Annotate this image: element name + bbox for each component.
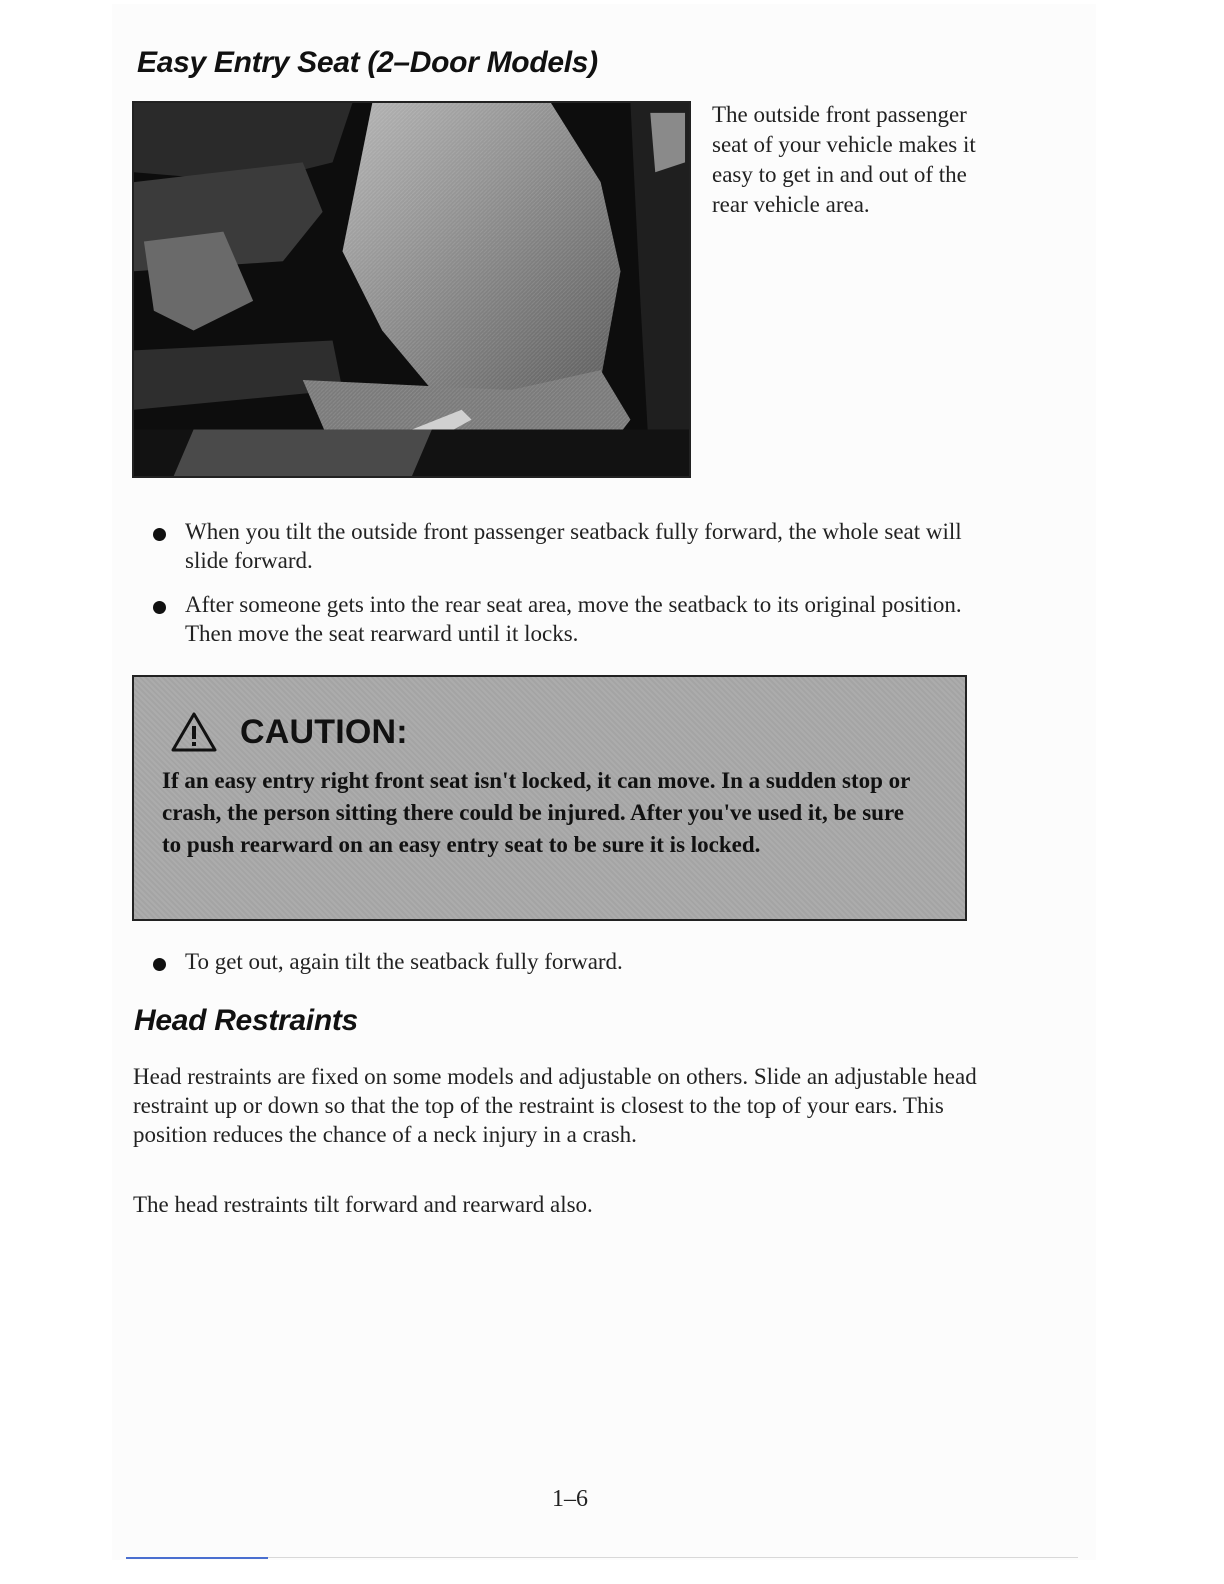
caution-header bbox=[170, 711, 408, 753]
list-item-text: After someone gets into the rear seat area, move the seatback to its original position. Then move the seat rearward until it locks. bbox=[185, 592, 962, 646]
seat-photo bbox=[132, 101, 691, 478]
paragraph: The head restraints tilt forward and rearward also. bbox=[133, 1192, 593, 1217]
side-description: The outside front passenger seat of your vehicle makes it easy to get in and out of the rear vehicle area. bbox=[712, 102, 976, 217]
bullet-icon bbox=[153, 601, 166, 614]
list-item bbox=[150, 947, 980, 976]
list-item-text: When you tilt the outside front passenger seatback fully forward, the whole seat will slide forward. bbox=[185, 519, 962, 573]
seat-photo-icon bbox=[134, 103, 689, 476]
list-item-text: To get out, again tilt the seatback fully forward. bbox=[185, 949, 623, 974]
bullet-icon bbox=[153, 528, 166, 541]
section-heading-head-restraints: Head Restraints bbox=[134, 1004, 358, 1037]
paragraph: Head restraints are fixed on some models and adjustable on others. Slide an adjustable head restraint up or down so that the top of the restraint is closest to the top of your ears. This position reduces the chance of a neck injury in a crash. bbox=[133, 1064, 977, 1147]
caution-box bbox=[132, 675, 967, 921]
bullet-icon bbox=[153, 958, 166, 971]
footer-divider bbox=[268, 1557, 1078, 1558]
list-item bbox=[150, 517, 980, 575]
caution-title: CAUTION: bbox=[240, 712, 408, 751]
bullet-list bbox=[150, 947, 980, 976]
list-item bbox=[150, 590, 980, 648]
warning-triangle-icon bbox=[170, 711, 218, 753]
bullet-list bbox=[150, 517, 980, 648]
section-heading-easy-entry: Easy Entry Seat (2–Door Models) bbox=[137, 46, 598, 79]
footer-rule bbox=[126, 1557, 268, 1559]
caution-text: If an easy entry right front seat isn't locked, it can move. In a sudden stop or crash, the person sitting there could be injured. After you've used it, be sure to push rearward on an easy entry seat to be sure it is locked. bbox=[162, 768, 910, 857]
page-number: 1–6 bbox=[552, 1486, 588, 1512]
